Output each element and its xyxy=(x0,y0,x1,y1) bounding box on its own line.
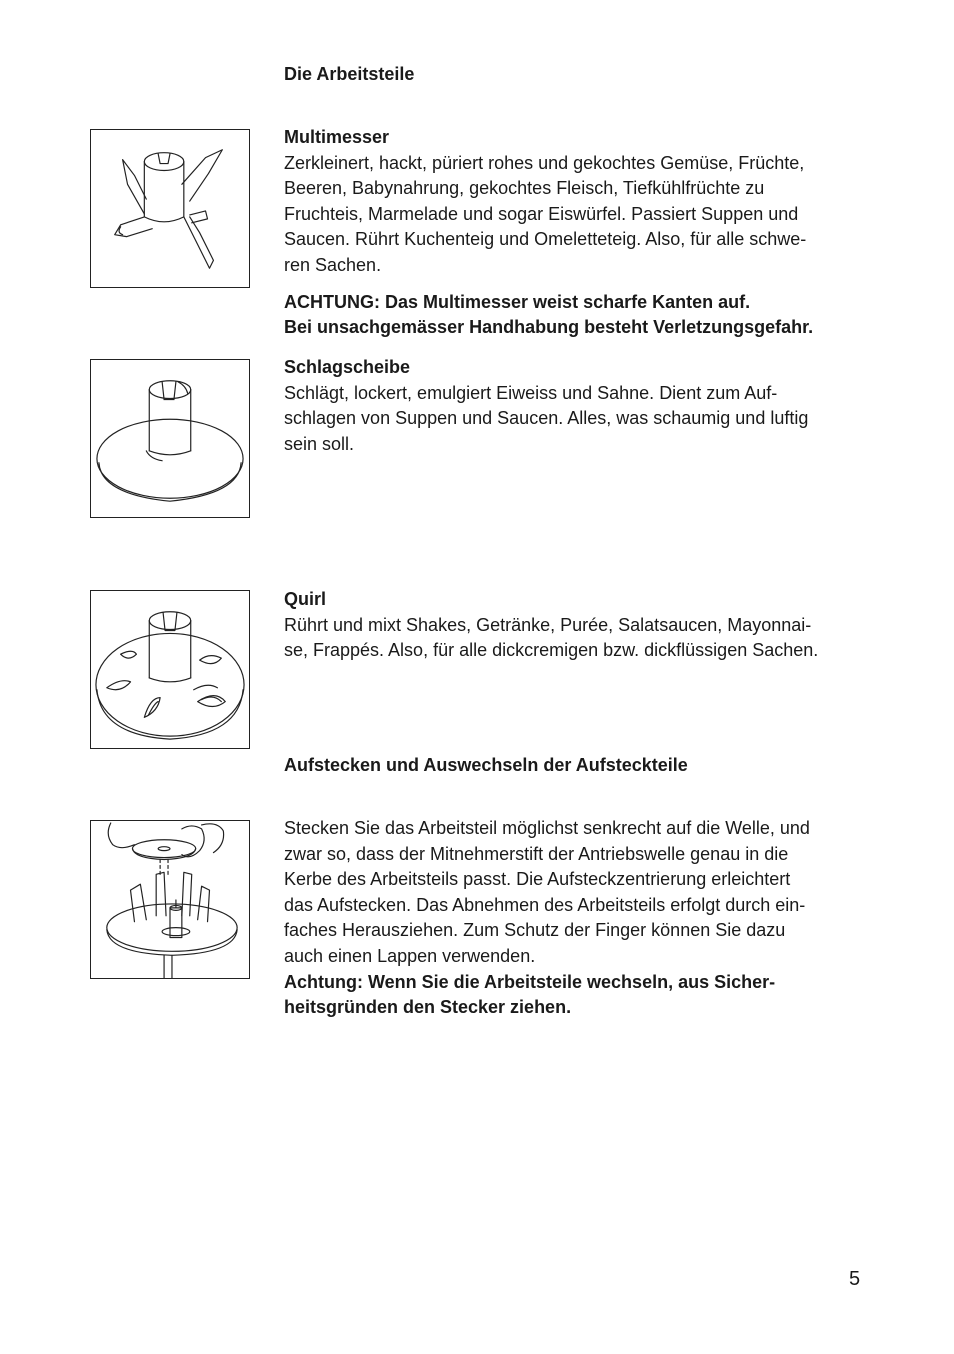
warning-line: heitsgründen den Stecker ziehen. xyxy=(284,997,572,1018)
body-line: schlagen von Suppen und Saucen. Alles, was schaumig und luftig xyxy=(284,408,809,429)
body-line: Schlägt, lockert, emulgiert Eiweiss und Sahne. Dient zum Auf- xyxy=(284,382,778,403)
section-multimesser xyxy=(284,125,874,341)
body-line: Rührt und mixt Shakes, Getränke, Purée, Salatsaucen, Mayonnai- xyxy=(284,614,812,635)
body-line: Zerkleinert, hackt, püriert rohes und gekochtes Gemüse, Früchte, xyxy=(284,152,805,173)
schlagscheibe-illustration xyxy=(90,359,250,518)
body-line: Fruchteis, Marmelade und sogar Eiswürfel. Passiert Suppen und xyxy=(284,203,799,224)
section-quirl xyxy=(284,587,874,664)
instructions-block xyxy=(284,816,874,1021)
warning-line: Bei unsachgemässer Handhabung besteht Verletzungsgefahr. xyxy=(284,317,814,338)
body-line: faches Herausziehen. Zum Schutz der Finger können Sie dazu xyxy=(284,920,786,941)
body-line: Kerbe des Arbeitsteils passt. Die Aufsteckzentrierung erleichtert xyxy=(284,869,791,890)
body-line: ren Sachen. xyxy=(284,254,382,275)
body-line: sein soll. xyxy=(284,433,355,454)
body-line: se, Frappés. Also, für alle dickcremigen bzw. dickflüssigen Sachen. xyxy=(284,640,819,661)
warning-line: Achtung: Wenn Sie die Arbeitsteile wechseln, aus Sicher- xyxy=(284,971,776,992)
page-number: 5 xyxy=(849,1268,861,1290)
body-line: Stecken Sie das Arbeitsteil möglichst senkrecht auf die Welle, und xyxy=(284,818,810,838)
body-line: auch einen Lappen verwenden. xyxy=(284,945,536,966)
section-title: Quirl xyxy=(284,589,327,609)
body-line: das Aufstecken. Das Abnehmen des Arbeitsteils erfolgt durch ein- xyxy=(284,894,806,915)
section-title: Multimesser xyxy=(284,127,390,147)
page-title: Die Arbeitsteile xyxy=(284,64,415,84)
section-schlagscheibe xyxy=(284,355,874,457)
multimesser-illustration xyxy=(90,129,250,288)
section-subheading: Aufstecken und Auswechseln der Aufsteckteile xyxy=(284,755,688,775)
attachment-fitting-illustration xyxy=(90,820,250,979)
body-line: Saucen. Rührt Kuchenteig und Omeletteteig. Also, für alle schwe- xyxy=(284,229,807,250)
body-line: Beeren, Babynahrung, gekochtes Fleisch, Tiefkühlfrüchte zu xyxy=(284,178,765,199)
warning-line: ACHTUNG: Das Multimesser weist scharfe Kanten auf. xyxy=(284,291,751,312)
quirl-illustration xyxy=(90,590,250,749)
section-title: Schlagscheibe xyxy=(284,357,411,377)
body-line: zwar so, dass der Mitnehmerstift der Antriebswelle genau in die xyxy=(284,843,789,864)
